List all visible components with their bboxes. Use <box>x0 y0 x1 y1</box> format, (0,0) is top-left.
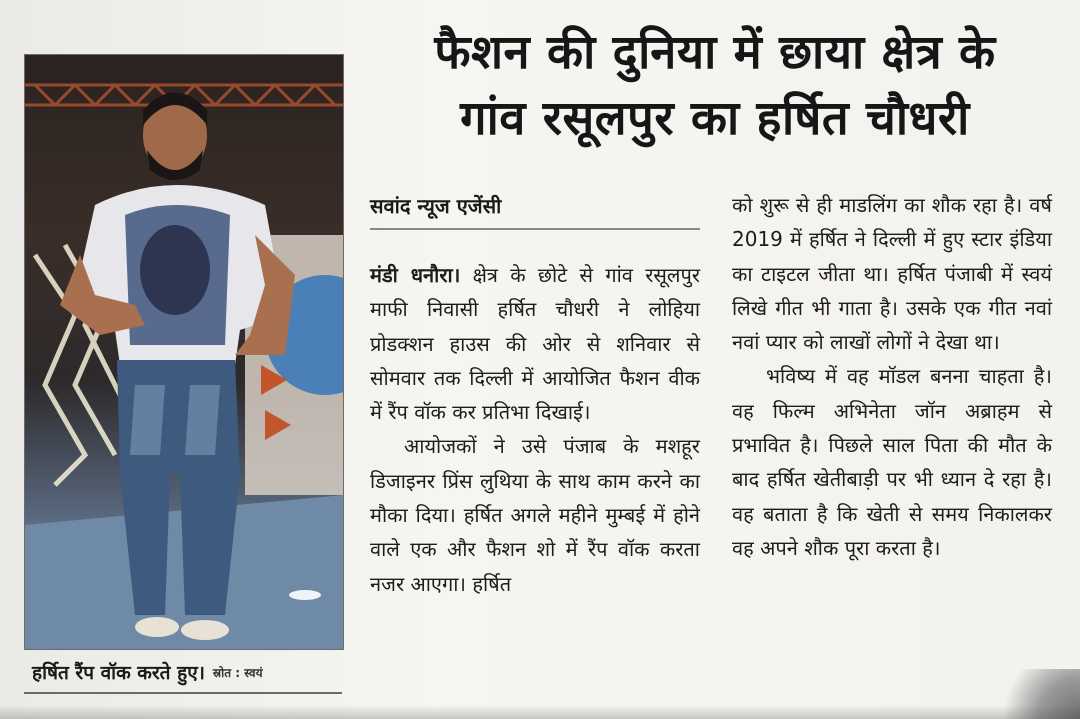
paragraph: आयोजकों ने उसे पंजाब के मशहूर डिजाइनर प्रिंस लुथिया के साथ काम करने का मौका दिया। हर्षित अगले महीने मुम्बई में होने वाले एक और फैशन शो में रैंप वॉक करता नजर आएगा। हर्षित <box>370 434 700 596</box>
article-column-2 <box>732 188 1052 565</box>
paragraph: को शुरू से ही माडलिंग का शौक रहा है। वर्ष 2019 में हर्षित ने दिल्ली में हुए स्टार इंडिया का टाइटल जीता था। हर्षित पंजाबी में स्वयं लिखे गीत भी गाता है। उसके एक गीत नवां नवां प्यार को लाखों लोगों ने देखा था। <box>732 193 1052 355</box>
byline: सवांद न्यूज एजेंसी <box>370 188 700 230</box>
paragraph: भविष्य में वह मॉडल बनना चाहता है। वह फिल्म अभिनेता जॉन अब्राहम से प्रभावित है। पिछले साल पिता की मौत के बाद हर्षित खेतीबाड़ी पर भी ध्यान दे रहा है। वह बताता है कि खेती से समय निकालकर वह अपने शौक पूरा करता है। <box>732 364 1052 560</box>
paragraph <box>370 258 700 429</box>
page-edge <box>0 705 1080 719</box>
caption-text: हर्षित रैंप वॉक करते हुए। <box>32 662 205 684</box>
dateline: मंडी धनौरा। <box>370 263 461 287</box>
ramp-walk-photo <box>24 54 344 650</box>
headline-line-2: गांव रसूलपुर का हर्षित चौधरी <box>460 91 970 146</box>
headline-line-1: फैशन की दुनिया में छाया क्षेत्र के <box>434 25 996 80</box>
model-illustration <box>25 55 343 649</box>
photo-caption <box>24 652 342 694</box>
article-column-1 <box>370 258 700 601</box>
photo-source: स्रोत : स्वयं <box>212 665 263 680</box>
article-headline <box>365 20 1065 152</box>
paragraph-text: क्षेत्र के छोटे से गांव रसूलपुर माफी निवासी हर्षित चौधरी ने लोहिया प्रोडक्शन हाउस की ओर से शनिवार से सोमवार तक दिल्ली में आयोजित फैशन वीक में रैंप वॉक कर प्रतिभा दिखाई। <box>370 263 701 425</box>
